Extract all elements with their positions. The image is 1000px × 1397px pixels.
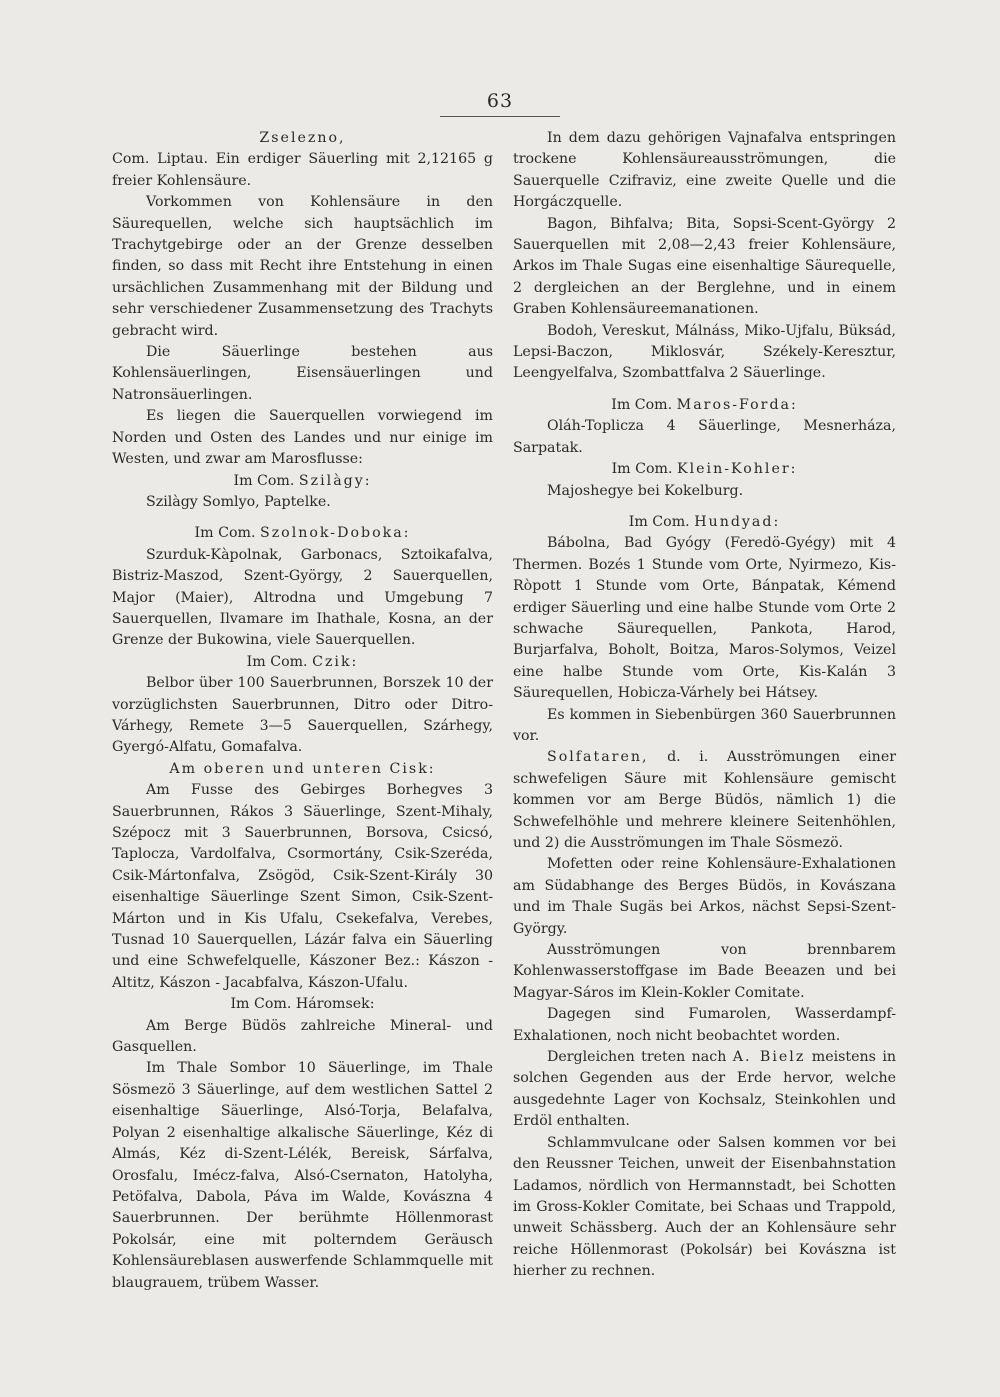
- page-number: 63: [486, 90, 514, 112]
- dergleichen-post: meistens in solchen Gegenden aus der Erde hervor, welche ausgedehnte Lager von Kochsalz, Steinkohlen und Erdöl enthalten.: [513, 1049, 897, 1130]
- paragraph-czik: Belbor über 100 Sauerbrunnen, Borszek 10 der vorzüglichsten Sauerbrunnen, Ditro oder Ditro-Várhegy, Remete 3—5 Sauerquellen, Szárhegy, Gyergó-Alfatu, Gomafalva.: [112, 675, 493, 756]
- solfataren-text: d. i. Ausströmungen einer schwefeligen Säure mit Kohlensäure gemischt kommen vor am Berge Büdös, nämlich 1) die Schwefelhöhle und mehrere kleinere Seitenhöhlen, und 2) die Ausströmungen im Thale Sösmezö.: [513, 749, 896, 851]
- heading-name: Maros-Forda:: [676, 396, 798, 413]
- paragraph-budos: Am Berge Büdös zahlreiche Mineral- und Gasquellen.: [112, 1017, 493, 1056]
- heading-prefix: Im Com.: [194, 525, 256, 542]
- paragraph-szolnok: Szurduk-Kàpolnak, Garbonacs, Sztoikafalva, Bistriz-Maszod, Szent-György, 2 Sauerquellen, Major (Maier), Altrodna und Umgebung 7 Sauerquellen, Ilvamare im Ihathale, Kosna, an der Grenze der Bukowina, viele Sauerquellen.: [112, 546, 493, 649]
- solfataren-term: Solfataren,: [547, 749, 649, 766]
- heading-zselezno: Zselezno,: [259, 130, 346, 146]
- heading-prefix: Im Com.: [246, 653, 308, 670]
- heading-czik: [112, 652, 493, 673]
- right-column: [513, 128, 896, 1283]
- heading-prefix: Im Com.: [628, 513, 690, 530]
- paragraph-ausstroemungen: Ausströmungen von brennbarem Kohlenwasserstoffgase im Bade Beeazen und bei Magyar-Sáros im Klein-Kokler Comitate.: [513, 942, 896, 1001]
- paragraph-schlammvulcane: Schlammvulcane oder Salsen kommen vor bei den Reussner Teichen, unweit der Eisenbahnstation Ladamos, nördlich von Hermannstadt, bei Schotten im Gross-Kokler Comitate, bei Schaas und Trappold, unweit Schässberg. Auch der an Kohlensäure sehr reiche Höllenmorast (Pokolsár) bei Kovászna ist hierher zu rechnen.: [513, 1134, 896, 1280]
- paragraph-vorkommen: Vorkommen von Kohlensäure in den Säurequellen, welche sich hauptsächlich im Trachytgebirge oder an der Grenze desselben finden, so dass mit Recht ihre Entstehung in einen ursächlichen Zusammenhang mit der Bildung und sehr verschiedener Zusammensetzung des Trachyts gebracht wird.: [112, 194, 493, 339]
- dergleichen-pre: Dergleichen treten nach: [547, 1049, 727, 1066]
- heading-name: Szolnok-Doboka:: [259, 525, 411, 542]
- paragraph-maros: Oláh-Toplicza 4 Säuerlinge, Mesnerháza, Sarpatak.: [513, 418, 896, 456]
- paragraph-cisk: Am Fusse des Gebirges Borhegves 3 Sauerbrunnen, Rákos 3 Säuerlinge, Szent-Mihaly, Szépocz mit 3 Sauerbrunnen, Borsova, Csicsó, Taplocza, Vardolfalva, Csormortány, Csik-Szeréda, Csik-Mártonfalva, Zsögöd, Csik-Szent-Király 30 eisenhaltige Säuerlinge Szent Simon, Csik-Szent-Márton und in Kis Ufalu, Csekefalva, Verebes, Tusnad 10 Sauerquellen, Lázár falva ein Säuerling und eine Schwefelquelle, Kászoner Bez.: Kászon - Altitz, Kászon - Jacabfalva, Kászon-Ufalu.: [112, 782, 493, 991]
- heading-hundyad: [513, 512, 896, 533]
- heading-prefix: Im Com.: [611, 396, 673, 413]
- author-bielz: A. Bielz: [732, 1049, 806, 1066]
- left-column: [112, 128, 493, 1294]
- heading-klein-kohler: [513, 459, 896, 480]
- paragraph-bagon: Bagon, Bihfalva; Bita, Sopsi-Scent-György 2 Sauerquellen mit 2,08—2,43 freier Kohlensäure, Arkos im Thale Sugas eine eisenhaltige Säurequelle, 2 dergleichen an der Berglehne, und in einem Graben Kohlensäureemanationen.: [513, 215, 896, 318]
- paragraph-saeuerlinge: Die Säuerlinge bestehen aus Kohlensäuerlingen, Eisensäuerlingen und Natronsäuerlingen.: [112, 344, 493, 403]
- paragraph-bodoh: Bodoh, Vereskut, Málnáss, Miko-Ujfalu, Büksád, Lepsi-Baczon, Miklosvár, Székely-Keresztur, Leengyelfalva, Szombattfalva 2 Säuerlinge.: [513, 322, 896, 382]
- heading-cisk: Am oberen und unteren Cisk:: [169, 760, 436, 777]
- paragraph-fumarolen: Dagegen sind Fumarolen, Wasserdampf-Exhalationen, noch nicht beobachtet worden.: [513, 1006, 896, 1044]
- paragraph-liegen: Es liegen die Sauerquellen vorwiegend im Norden und Osten des Landes und nur einige im Westen, und zwar am Marosflusse:: [112, 408, 493, 468]
- paragraph-klein-kohler: Majoshegye bei Kokelburg.: [547, 482, 744, 499]
- heading-haromsek: Im Com. Háromsek:: [230, 996, 375, 1013]
- heading-prefix: Im Com.: [233, 472, 295, 489]
- heading-prefix: Im Com.: [611, 461, 673, 478]
- paragraph-mofetten: Mofetten oder reine Kohlensäure-Exhalationen am Südabhange des Berges Büdös, in Kovászana und im Thale Sugäs bei Arkos, nächst Sepsi-Szent-György.: [513, 856, 896, 937]
- paragraph-vajnafalva: In dem dazu gehörigen Vajnafalva entspringen trockene Kohlensäureausströmungen, die Sauerquelle Czifraviz, eine zweite Quelle und die Horgáczquelle.: [513, 130, 896, 211]
- paragraph-sombor: Im Thale Sombor 10 Säuerlinge, im Thale Sösmezö 3 Säuerlinge, auf dem westlichen Sattel 2 eisenhaltige Säuerlinge, Alsó-Torja, Belafalva, Polyan 2 eisenhaltige alkalische Säuerlinge, Kéz di Almás, Kéz di-Szent-Lélék, Bereisk, Sárfalva, Orosfalu, Imécz-falva, Alsó-Csernaton, Hatolyha, Petöfalva, Dabola, Páva im Walde, Kovászna 4 Sauerbrunnen. Der berühmte Höllenmorast Pokolsár, eine mit polterndem Geräusch Kohlensäureblasen auswerfende Schlammquelle mit blaugrauem, trübem Wasser.: [112, 1060, 493, 1291]
- paragraph-babolna: Bábolna, Bad Gyógy (Feredö-Gyégy) mit 4 Thermen. Bozés 1 Stunde vom Orte, Nyirmezo, Kis-Ròpott 1 Stunde vom Orte, Bánpatak, Kémend erdiger Säuerling und eine halbe Stunde vom Orte 2 schwache Säurequellen, Pankota, Harod, Burjarfalva, Boholt, Boitza, Maros-Solymos, Veizel eine halbe Stunde vom Orte, Kis-Kalán 3 Säurequellen, Hobicza-Várhely bei Hátsey.: [513, 535, 896, 702]
- page-number-rule: [440, 116, 560, 117]
- paragraph-szilagy: Szilàgy Somlyo, Paptelke.: [146, 493, 331, 510]
- heading-szolnok: [112, 523, 493, 544]
- paragraph-dergleichen: [513, 1047, 896, 1133]
- heading-name: Klein-Kohler:: [677, 461, 798, 478]
- heading-maros: [513, 395, 896, 416]
- heading-szilagy: [112, 471, 493, 492]
- paragraph-liptau: Com. Liptau. Ein erdiger Säuerling mit 2,12165 g freier Kohlensäure.: [112, 151, 493, 189]
- heading-name: Hundyad:: [694, 513, 781, 530]
- paragraph-siebenbuergen: Es kommen in Siebenbürgen 360 Sauerbrunnen vor.: [513, 706, 896, 744]
- heading-name: Szilàgy:: [298, 472, 372, 489]
- paragraph-solfataren: [513, 747, 896, 854]
- heading-name: Czik:: [312, 653, 359, 670]
